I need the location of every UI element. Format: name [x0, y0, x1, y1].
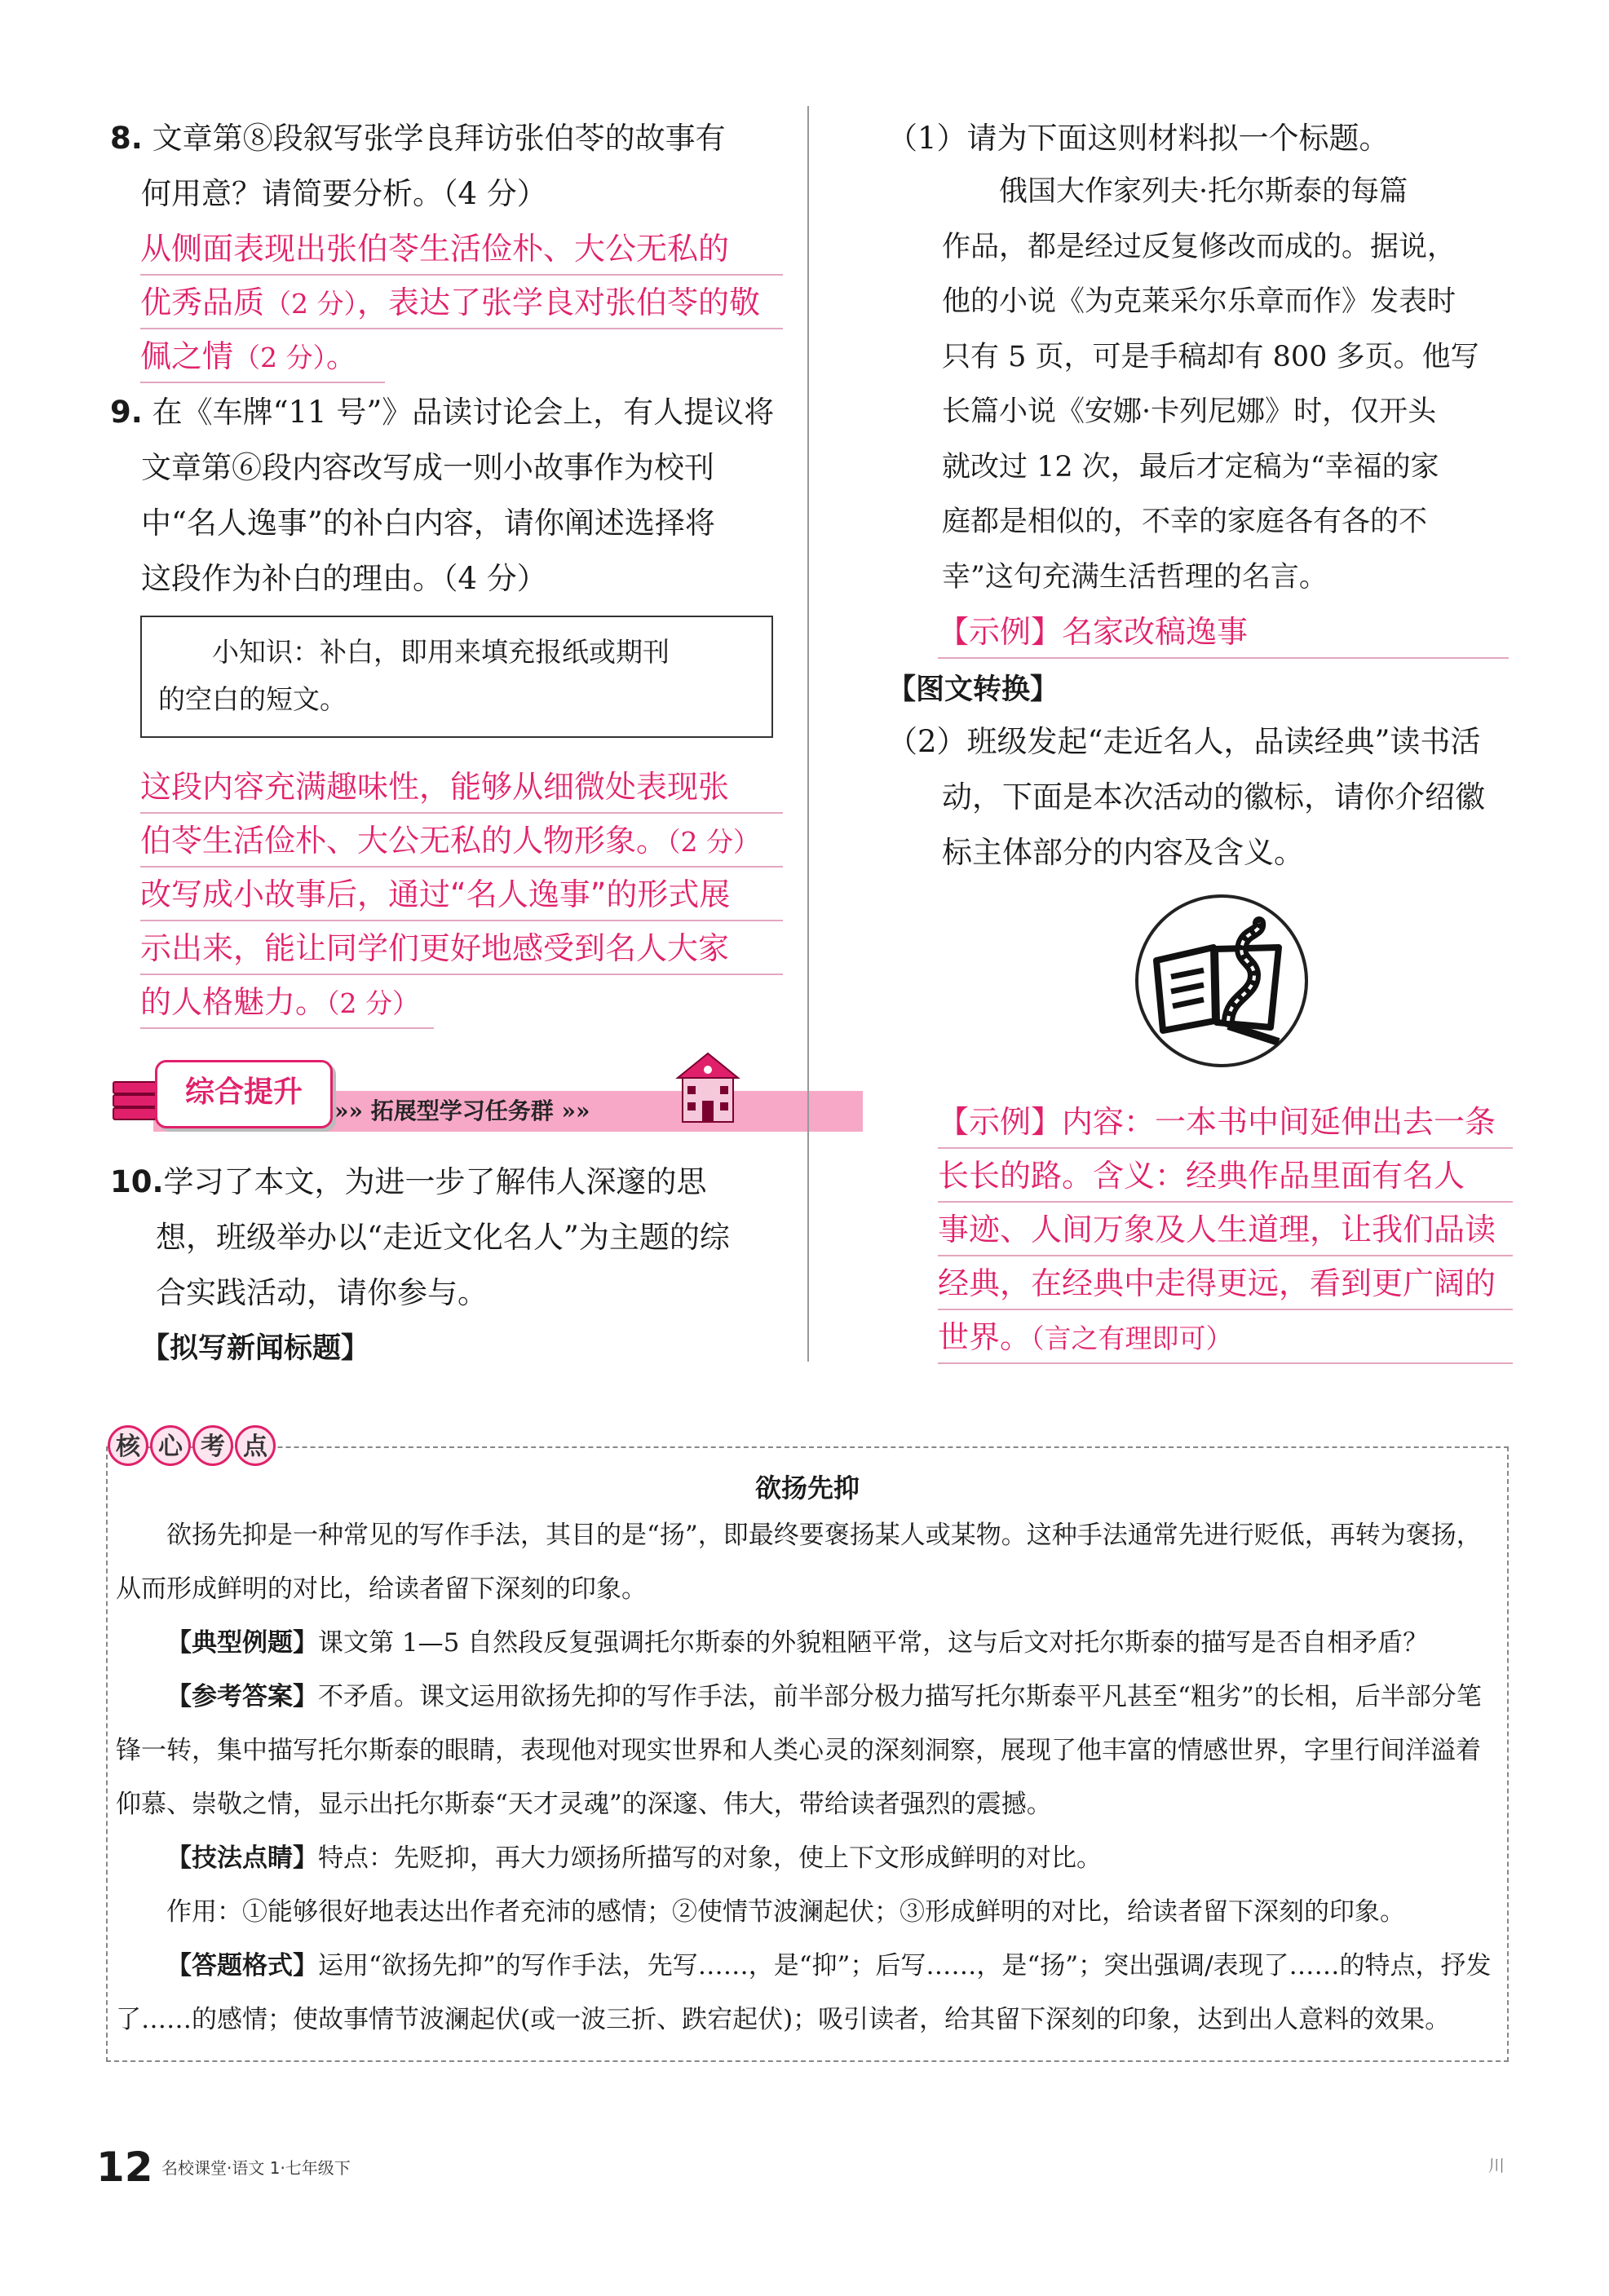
core-points-content — [116, 1508, 1502, 2047]
answer-line: 示出来，能让同学们更好地感受到名人大家 — [140, 921, 783, 975]
answer-line: 从侧面表现出张伯苓生活俭朴、大公无私的 — [140, 222, 783, 276]
core-example: 【典型例题】课文第 1—5 自然段反复强调托尔斯泰的外貌粗陋平常，这与后文对托尔斯泰的描写是否自相矛盾？ — [166, 1628, 1429, 1658]
answer-line: 事迹、人间万象及人生道理，让我们品读 — [938, 1203, 1513, 1256]
question-10 — [110, 1155, 787, 1376]
banner-subtitle: »» 拓展型学习任务群 »» — [334, 1097, 590, 1124]
core-intro: 欲扬先抑是一种常见的写作手法，其目的是“扬”，即最终要褒扬某人或某物。这种手法通常先进行贬低，再转为褒扬，从而形成鲜明的对比，给读者留下深刻的印象。 — [116, 1521, 1482, 1604]
section-label: 【图文转换】 — [887, 673, 1059, 706]
answer-line: 改写成小故事后，通过“名人逸事”的形式展 — [140, 868, 783, 921]
answer-line: 这段内容充满趣味性，能够从细微处表现张 — [140, 760, 783, 814]
book-title: 名校课堂·语文 1·七年级下 — [161, 2158, 351, 2178]
sub2-prompt: （2）班级发起“走近名人，品读经典”读书活 动，下面是本次活动的徽标，请你介绍徽 标主体部分的内容及含义。 — [887, 724, 1485, 870]
core-points-title: 欲扬先抑 — [754, 1473, 860, 1503]
page-number: 12 — [96, 2144, 153, 2191]
answer-line: 长长的路。含义：经典作品里面有名人 — [938, 1149, 1513, 1203]
core-answer: 【参考答案】不矛盾。课文运用欲扬先抑的写作手法，前半部分极力描写托尔斯泰平凡甚至“粗劣”的长相，后半部分笔锋一转，集中描写托尔斯泰的眼睛，表现他对现实世界和人类心灵的深刻洞察，展现了他丰富的情感世界，字里行间洋溢着仰慕、崇敬之情，显示出托尔斯泰“天才灵魂”的深邃、伟大，带给读者强烈的震撼。 — [116, 1682, 1482, 1819]
answer-8 — [140, 222, 783, 383]
column-divider — [807, 106, 809, 1362]
sub1-prompt: （1）请为下面这则材料拟一个标题。 — [887, 121, 1390, 156]
question-text: 合实践活动，请你参与。 — [156, 1275, 488, 1310]
banner-title: 综合提升 — [184, 1075, 303, 1109]
core-format: 【答题格式】运用“欲扬先抑”的写作手法，先写……，是“抑”；后写……，是“扬”；突出强调/表现了……的特点，抒发了……的感情；使故事情节波澜起伏(或一波三折、跌宕起伏)；吸引读者，给其留下深刻的印象，达到出人意料的效果。 — [116, 1951, 1492, 2034]
answer-9 — [140, 760, 783, 1029]
question-9 — [110, 385, 787, 607]
question-text: 在《车牌“11 号”》品读讨论会上，有人提议将 — [152, 395, 775, 430]
question-text: 想，班级举办以“走近文化名人”为主题的综 — [156, 1220, 730, 1255]
question-8 — [110, 111, 787, 222]
note-text: 的空白的短文。 — [158, 683, 347, 715]
school-icon — [671, 1050, 745, 1132]
question-text: 中“名人逸事”的补白内容，请你阐述选择将 — [141, 506, 715, 541]
answer-line: 经典，在经典中走得更远，看到更广阔的 — [938, 1256, 1513, 1310]
answer-sub2 — [938, 1095, 1513, 1364]
note-text: 小知识：补白，即用来填充报纸或期刊 — [212, 636, 670, 668]
section-label: 【拟写新闻标题】 — [141, 1332, 370, 1365]
question-number: 9. — [110, 395, 143, 430]
answer-line: 优秀品质（2 分），表达了张学良对张伯苓的敬 — [140, 276, 783, 329]
question-text: 学习了本文，为进一步了解伟人深邃的思 — [163, 1164, 707, 1199]
corner-mark: 川 — [1488, 2156, 1505, 2175]
answer-line: 佩之情（2 分）。 — [140, 329, 385, 383]
core-effect: 作用：①能够很好地表达出作者充沛的感情；②使情节波澜起伏；③形成鲜明的对比，给读者留下深刻的印象。 — [166, 1897, 1405, 1927]
core-points-badge: 核 心 考 点 — [108, 1425, 276, 1466]
answer-line: 【示例】内容：一本书中间延伸出去一条 — [938, 1095, 1513, 1149]
answer-line: 的人格魅力。（2 分） — [140, 975, 434, 1029]
answer-line: 伯苓生活俭朴、大公无私的人物形象。（2 分） — [140, 814, 783, 868]
book-stack-icon — [113, 1081, 155, 1119]
question-number: 8. — [110, 121, 143, 156]
answer-sub1 — [938, 605, 1509, 659]
question-text: 何用意？请简要分析。（4 分） — [141, 176, 547, 211]
section-banner — [104, 1050, 757, 1141]
answer-line: 【示例】名家改稿逸事 — [938, 605, 1509, 659]
question-text: 文章第⑧段叙写张学良拜访张伯苓的故事有 — [152, 121, 726, 156]
core-tip: 【技法点睛】特点：先贬抑，再大力颂扬所描写的对象，使上下文形成鲜明的对比。 — [166, 1843, 1102, 1873]
question-number: 10. — [110, 1164, 164, 1199]
banner-title-tab — [155, 1060, 333, 1128]
answer-line: 世界。（言之有理即可） — [938, 1310, 1513, 1364]
material-text: 俄国大作家列夫·托尔斯泰的每篇 作品，都是经过反复修改而成的。据说， 他的小说《为克莱采尔乐章而作》发表时 只有 5 页，可是手稿却有 800 多页。他写 长篇小说《安娜·卡列尼娜》时，仅开头 就改过 12 次，最后才定稿为“幸福的家 庭都是相似的，不幸的家庭各有各的不 幸”这句充满生活哲理的名言。 — [942, 175, 1479, 594]
question-text: 这段作为补白的理由。（4 分） — [141, 561, 547, 596]
knowledge-note-box — [140, 616, 773, 738]
question-text: 文章第⑥段内容改写成一则小故事作为校刊 — [141, 450, 714, 485]
book-road-icon — [1132, 890, 1311, 1071]
